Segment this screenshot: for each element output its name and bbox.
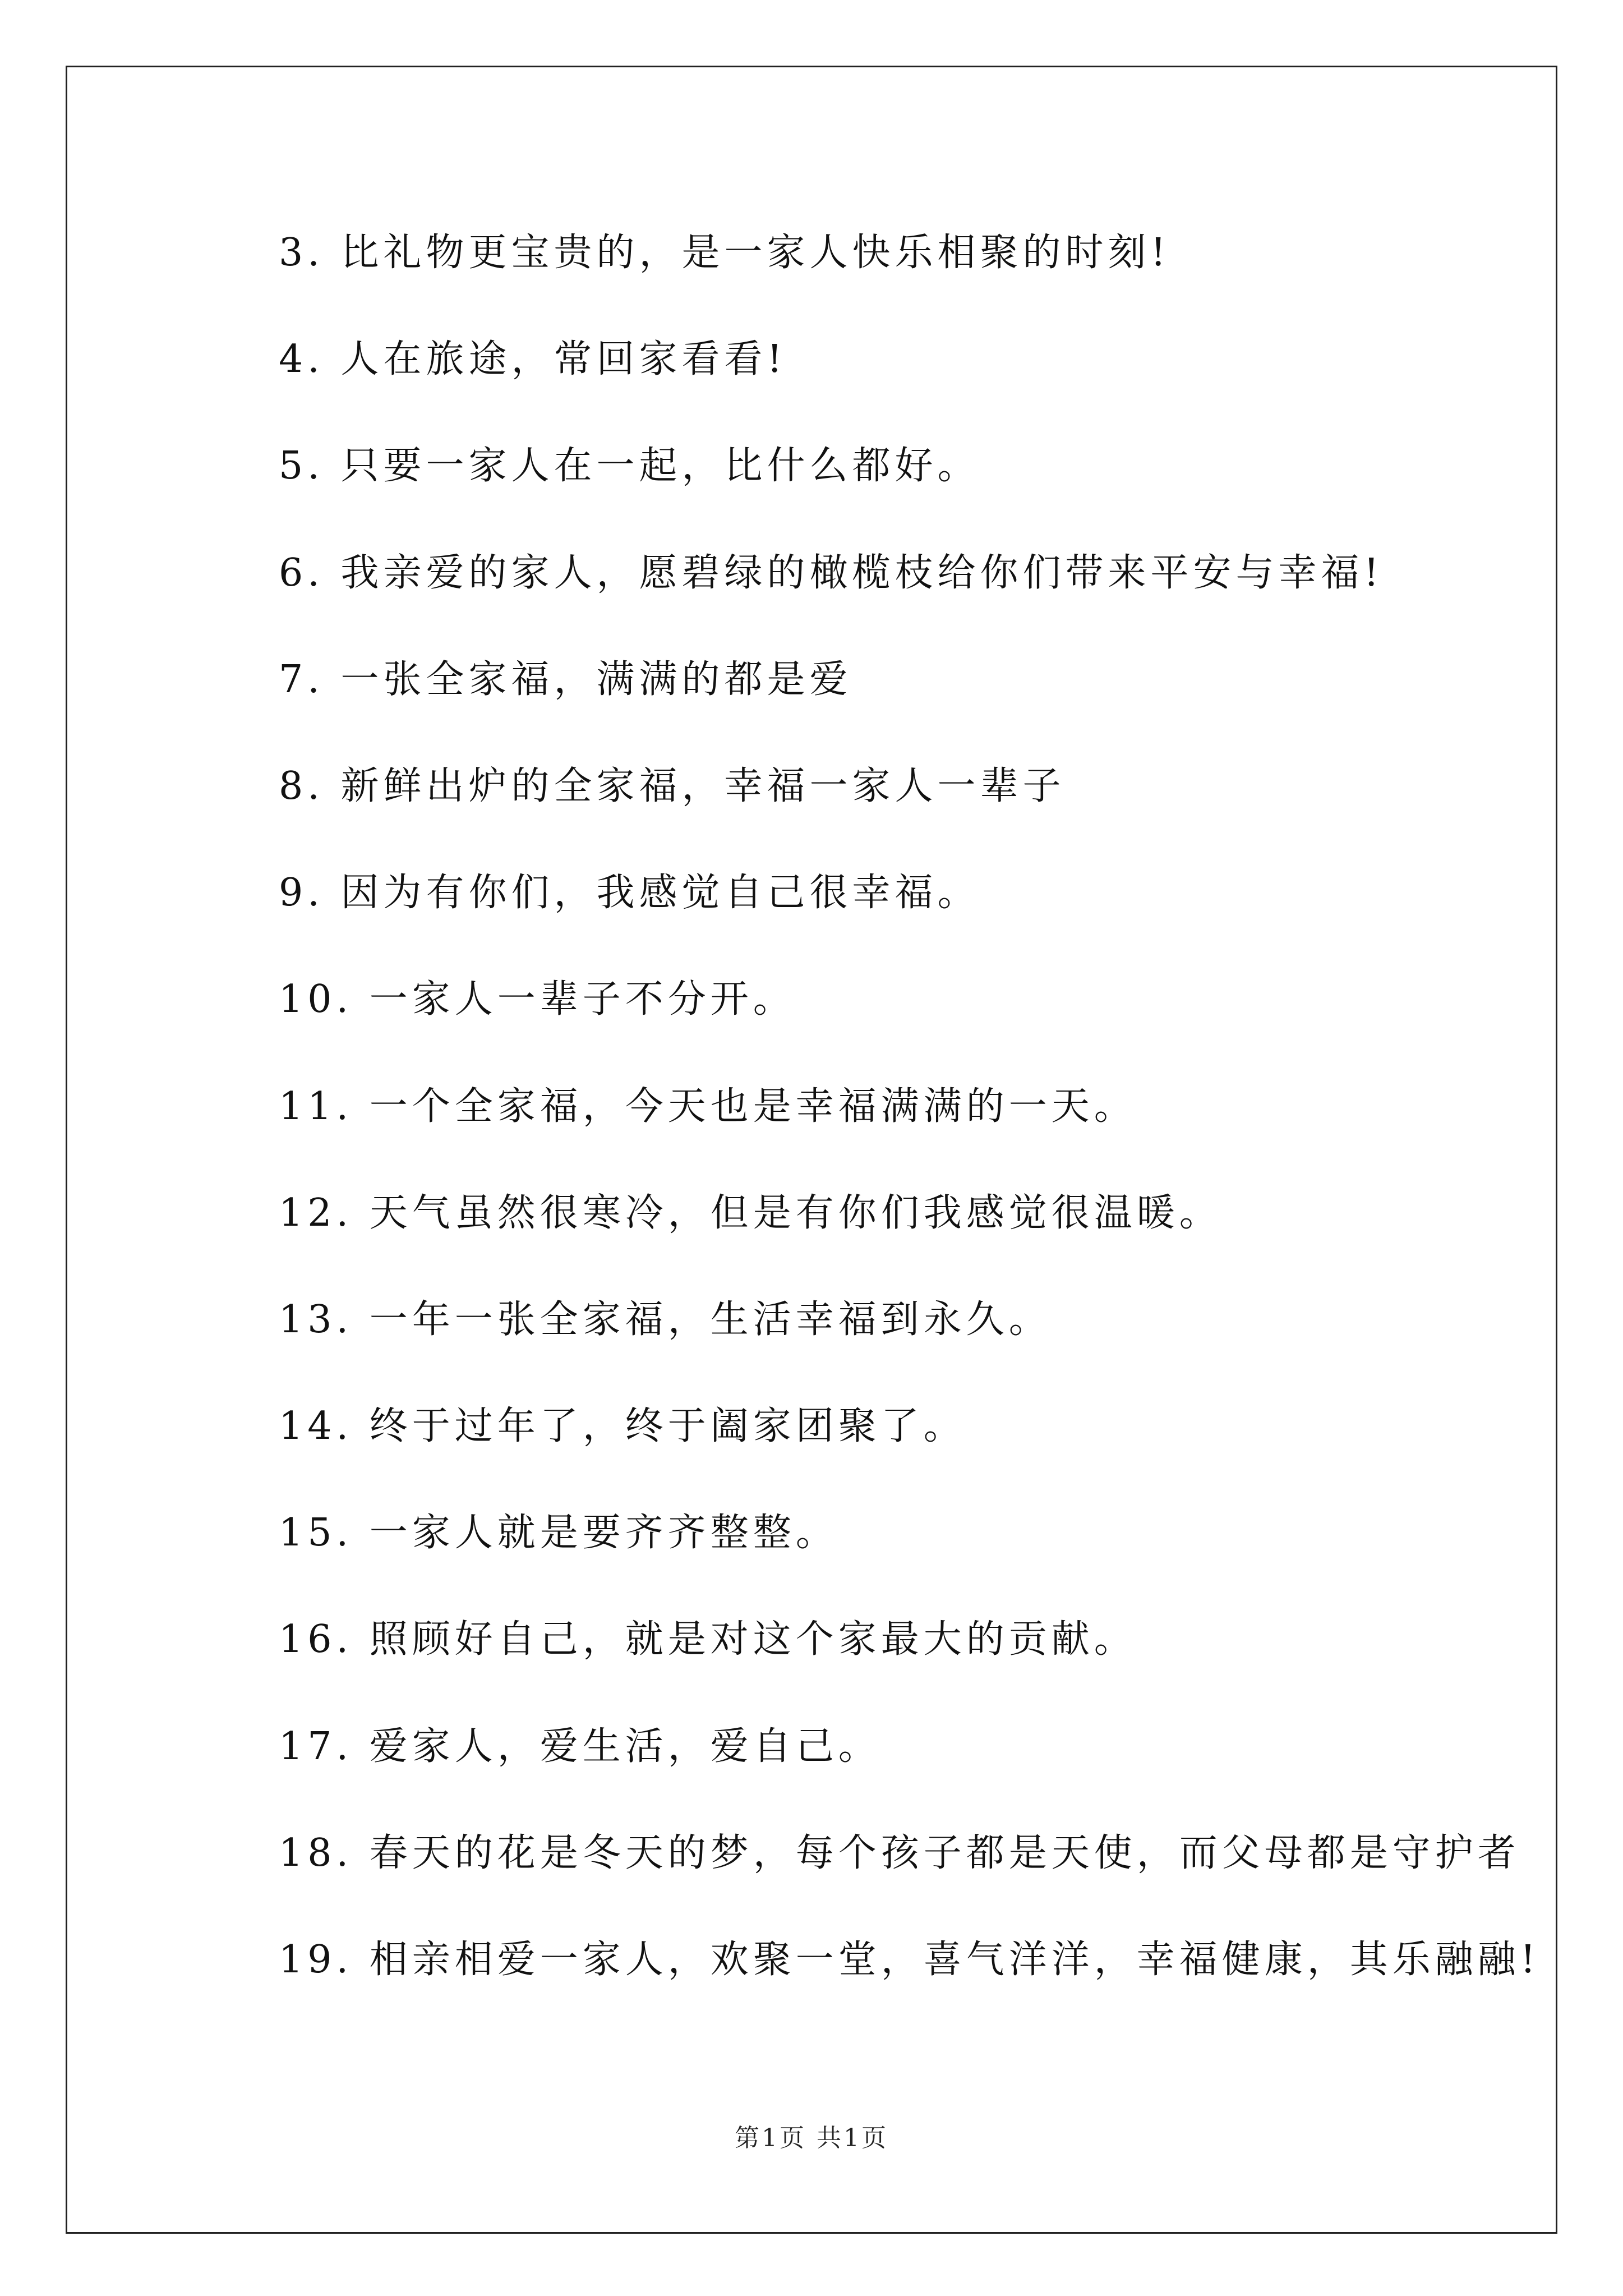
list-item: 8. 新鲜出炉的全家福，幸福一家人一辈子 xyxy=(279,763,1066,808)
list-item: 13. 一年一张全家福，生活幸福到永久。 xyxy=(279,1297,1052,1342)
list-item: 18. 春天的花是冬天的梦，每个孩子都是天使，而父母都是守护者 xyxy=(279,1830,1520,1875)
list-item: 12. 天气虽然很寒冷，但是有你们我感觉很温暖。 xyxy=(279,1190,1222,1235)
list-item: 6. 我亲爱的家人，愿碧绿的橄榄枝给你们带来平安与幸福! xyxy=(279,550,1384,595)
list-item: 15. 一家人就是要齐齐整整。 xyxy=(279,1511,838,1556)
list-item: 16. 照顾好自己，就是对这个家最大的贡献。 xyxy=(279,1617,1137,1662)
list-item: 14. 终于过年了，终于阖家团聚了。 xyxy=(279,1404,966,1449)
page-footer: 第1页 共1页 xyxy=(735,2124,888,2152)
list-item: 7. 一张全家福，满满的都是爱 xyxy=(279,657,852,702)
document-body xyxy=(279,219,1541,2033)
list-item: 3. 比礼物更宝贵的，是一家人快乐相聚的时刻! xyxy=(279,231,1170,275)
list-item: 11. 一个全家福，今天也是幸福满满的一天。 xyxy=(279,1084,1137,1129)
list-item: 4. 人在旅途，常回家看看! xyxy=(279,337,787,382)
list-item: 19. 相亲相爱一家人，欢聚一堂，喜气洋洋，幸福健康，其乐融融! xyxy=(279,1938,1541,1982)
list-item: 9. 因为有你们，我感觉自己很幸福。 xyxy=(279,871,980,915)
list-item: 10. 一家人一辈子不分开。 xyxy=(279,977,796,1022)
list-item: 5. 只要一家人在一起，比什么都好。 xyxy=(279,444,980,489)
list-item: 17. 爱家人，爱生活，爱自己。 xyxy=(279,1724,881,1769)
